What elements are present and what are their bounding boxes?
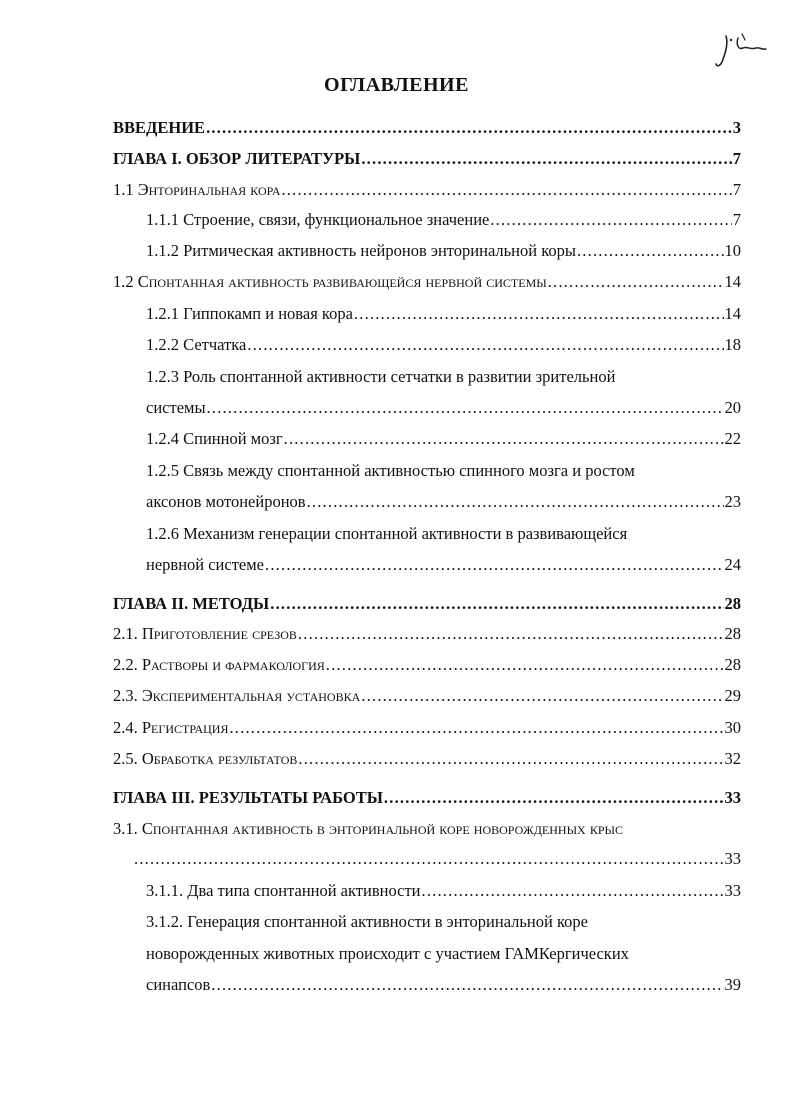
toc-entry-section-2-5[interactable] xyxy=(113,749,741,769)
toc-entry-title: 2.1. Приготовление срезов xyxy=(113,624,297,643)
toc-leader-dots xyxy=(422,881,724,901)
toc-page-number: 20 xyxy=(724,398,741,417)
toc-leader-dots xyxy=(577,241,724,261)
toc-page-number: 10 xyxy=(724,241,741,260)
toc-entry-chapter-2[interactable] xyxy=(113,594,741,614)
toc-leader-dots xyxy=(229,718,723,738)
toc-entry-section-2-4[interactable] xyxy=(113,718,741,738)
toc-entry-title: ГЛАВА I. ОБЗОР ЛИТЕРАТУРЫ xyxy=(113,149,361,168)
toc-entry-subsection-1-2-3-line1[interactable]: 1.2.3 Роль спонтанной активности сетчатки в развитии зрительной xyxy=(146,367,616,386)
toc-entry-chapter-3[interactable] xyxy=(113,788,741,808)
toc-leader-dots xyxy=(134,849,724,869)
toc-page-number: 28 xyxy=(724,594,741,613)
toc-entry-title: 1.2 Спонтанная активность развивающейся нервной системы xyxy=(113,272,547,291)
toc-entry-title: 2.5. Обработка результатов xyxy=(113,749,298,768)
toc-page-number: 33 xyxy=(724,788,741,807)
toc-entry-title: ВВЕДЕНИЕ xyxy=(113,118,206,137)
toc-entry-title: синапсов xyxy=(146,975,211,994)
toc-leader-dots xyxy=(211,975,723,995)
toc-page-number: 14 xyxy=(724,304,741,323)
toc-page-number: 32 xyxy=(724,749,741,768)
toc-entry-subsection-1-2-1[interactable] xyxy=(146,304,741,324)
toc-page-number: 33 xyxy=(724,881,741,900)
toc-entry-section-2-3[interactable] xyxy=(113,686,741,706)
toc-leader-dots xyxy=(298,749,723,769)
toc-leader-dots xyxy=(265,555,723,575)
toc-page-number: 28 xyxy=(724,624,741,643)
toc-entry-subsection-3-1-2[interactable] xyxy=(146,975,741,995)
toc-entry-section-1-2[interactable] xyxy=(113,272,741,292)
toc-entry-section-3-1-line1[interactable]: 3.1. Спонтанная активность в энторинальной коре новорожденных крыс xyxy=(113,819,623,838)
toc-entry-subsection-1-2-6-line1[interactable]: 1.2.6 Механизм генерации спонтанной активности в развивающейся xyxy=(146,524,628,543)
toc-entry-title: 1.2.2 Сетчатка xyxy=(146,335,247,354)
toc-entry-section-1-1[interactable] xyxy=(113,180,741,200)
toc-leader-dots xyxy=(307,492,724,512)
toc-leader-dots xyxy=(361,149,731,169)
toc-leader-dots xyxy=(326,655,724,675)
toc-page-number: 39 xyxy=(724,975,741,994)
toc-page-number: 33 xyxy=(724,849,741,868)
toc-leader-dots xyxy=(281,180,731,200)
toc-entry-subsection-3-1-2-line2[interactable]: новорожденных животных происходит с участием ГАМКергических xyxy=(146,944,629,963)
toc-leader-dots xyxy=(298,624,724,644)
toc-entry-subsection-1-2-3[interactable] xyxy=(146,398,741,418)
toc-page-number: 18 xyxy=(724,335,741,354)
toc-entry-subsection-3-1-2-line1[interactable]: 3.1.2. Генерация спонтанной активности в энторинальной коре xyxy=(146,912,588,931)
toc-leader-dots xyxy=(247,335,723,355)
toc-entry-subsection-1-2-5-line1[interactable]: 1.2.5 Связь между спонтанной активностью спинного мозга и ростом xyxy=(146,461,635,480)
toc-leader-dots xyxy=(206,118,732,138)
toc-entry-introduction[interactable] xyxy=(113,118,741,138)
toc-entry-title: 1.1.1 Строение, связи, функциональное значение xyxy=(146,210,490,229)
toc-page-number: 3 xyxy=(732,118,741,137)
toc-entry-section-2-1[interactable] xyxy=(113,624,741,644)
toc-entry-chapter-1[interactable] xyxy=(113,149,741,169)
toc-entry-title: аксонов мотонейронов xyxy=(146,492,306,511)
toc-entry-subsection-1-1-1[interactable] xyxy=(146,210,741,230)
toc-entry-title: 2.2. Растворы и фармакология xyxy=(113,655,325,674)
toc-leader-dots xyxy=(361,686,723,706)
toc-entry-title: нервной системе xyxy=(146,555,265,574)
toc-entry-subsection-1-2-6[interactable] xyxy=(146,555,741,575)
toc-page-number: 28 xyxy=(724,655,741,674)
toc-entry-title: 3.1.1. Два типа спонтанной активности xyxy=(146,881,421,900)
toc-entry-title: ГЛАВА II. МЕТОДЫ xyxy=(113,594,270,613)
toc-leader-dots xyxy=(284,429,724,449)
toc-page-number: 29 xyxy=(724,686,741,705)
toc-leader-dots xyxy=(354,304,724,324)
toc-leader-dots xyxy=(548,272,724,292)
toc-leader-dots xyxy=(207,398,724,418)
toc-entry-title: 1.1 Энторинальная кора xyxy=(113,180,281,199)
toc-page-number: 7 xyxy=(732,210,741,229)
toc-entry-subsection-1-2-5[interactable] xyxy=(146,492,741,512)
toc-page-number: 23 xyxy=(724,492,741,511)
toc-page-number: 22 xyxy=(724,429,741,448)
toc-page-number: 30 xyxy=(724,718,741,737)
toc-page-number: 24 xyxy=(724,555,741,574)
toc-page-number: 7 xyxy=(732,180,741,199)
toc-leader-dots xyxy=(490,210,731,230)
toc-entry-title: 2.4. Регистрация xyxy=(113,718,229,737)
toc-entry-section-2-2[interactable] xyxy=(113,655,741,675)
toc-page-number: 7 xyxy=(732,149,741,168)
toc-entry-section-3-1[interactable] xyxy=(133,849,741,869)
toc-entry-subsection-1-1-2[interactable] xyxy=(146,241,741,261)
toc-entry-title: системы xyxy=(146,398,206,417)
toc-leader-dots xyxy=(270,594,723,614)
toc-entry-subsection-3-1-1[interactable] xyxy=(146,881,741,901)
document-title: ОГЛАВЛЕНИЕ xyxy=(324,74,469,96)
toc-entry-subsection-1-2-4[interactable] xyxy=(146,429,741,449)
toc-entry-title: 1.2.1 Гиппокамп и новая кора xyxy=(146,304,353,323)
toc-entry-subsection-1-2-2[interactable] xyxy=(146,335,741,355)
toc-entry-title: 1.2.4 Спинной мозг xyxy=(146,429,283,448)
toc-page-number: 14 xyxy=(724,272,741,291)
toc-entry-title: 1.1.2 Ритмическая активность нейронов энторинальной коры xyxy=(146,241,576,260)
toc-leader-dots xyxy=(384,788,724,808)
toc-entry-title: 2.3. Экспериментальная установка xyxy=(113,686,361,705)
toc-entry-title: ГЛАВА III. РЕЗУЛЬТАТЫ РАБОТЫ xyxy=(113,788,383,807)
